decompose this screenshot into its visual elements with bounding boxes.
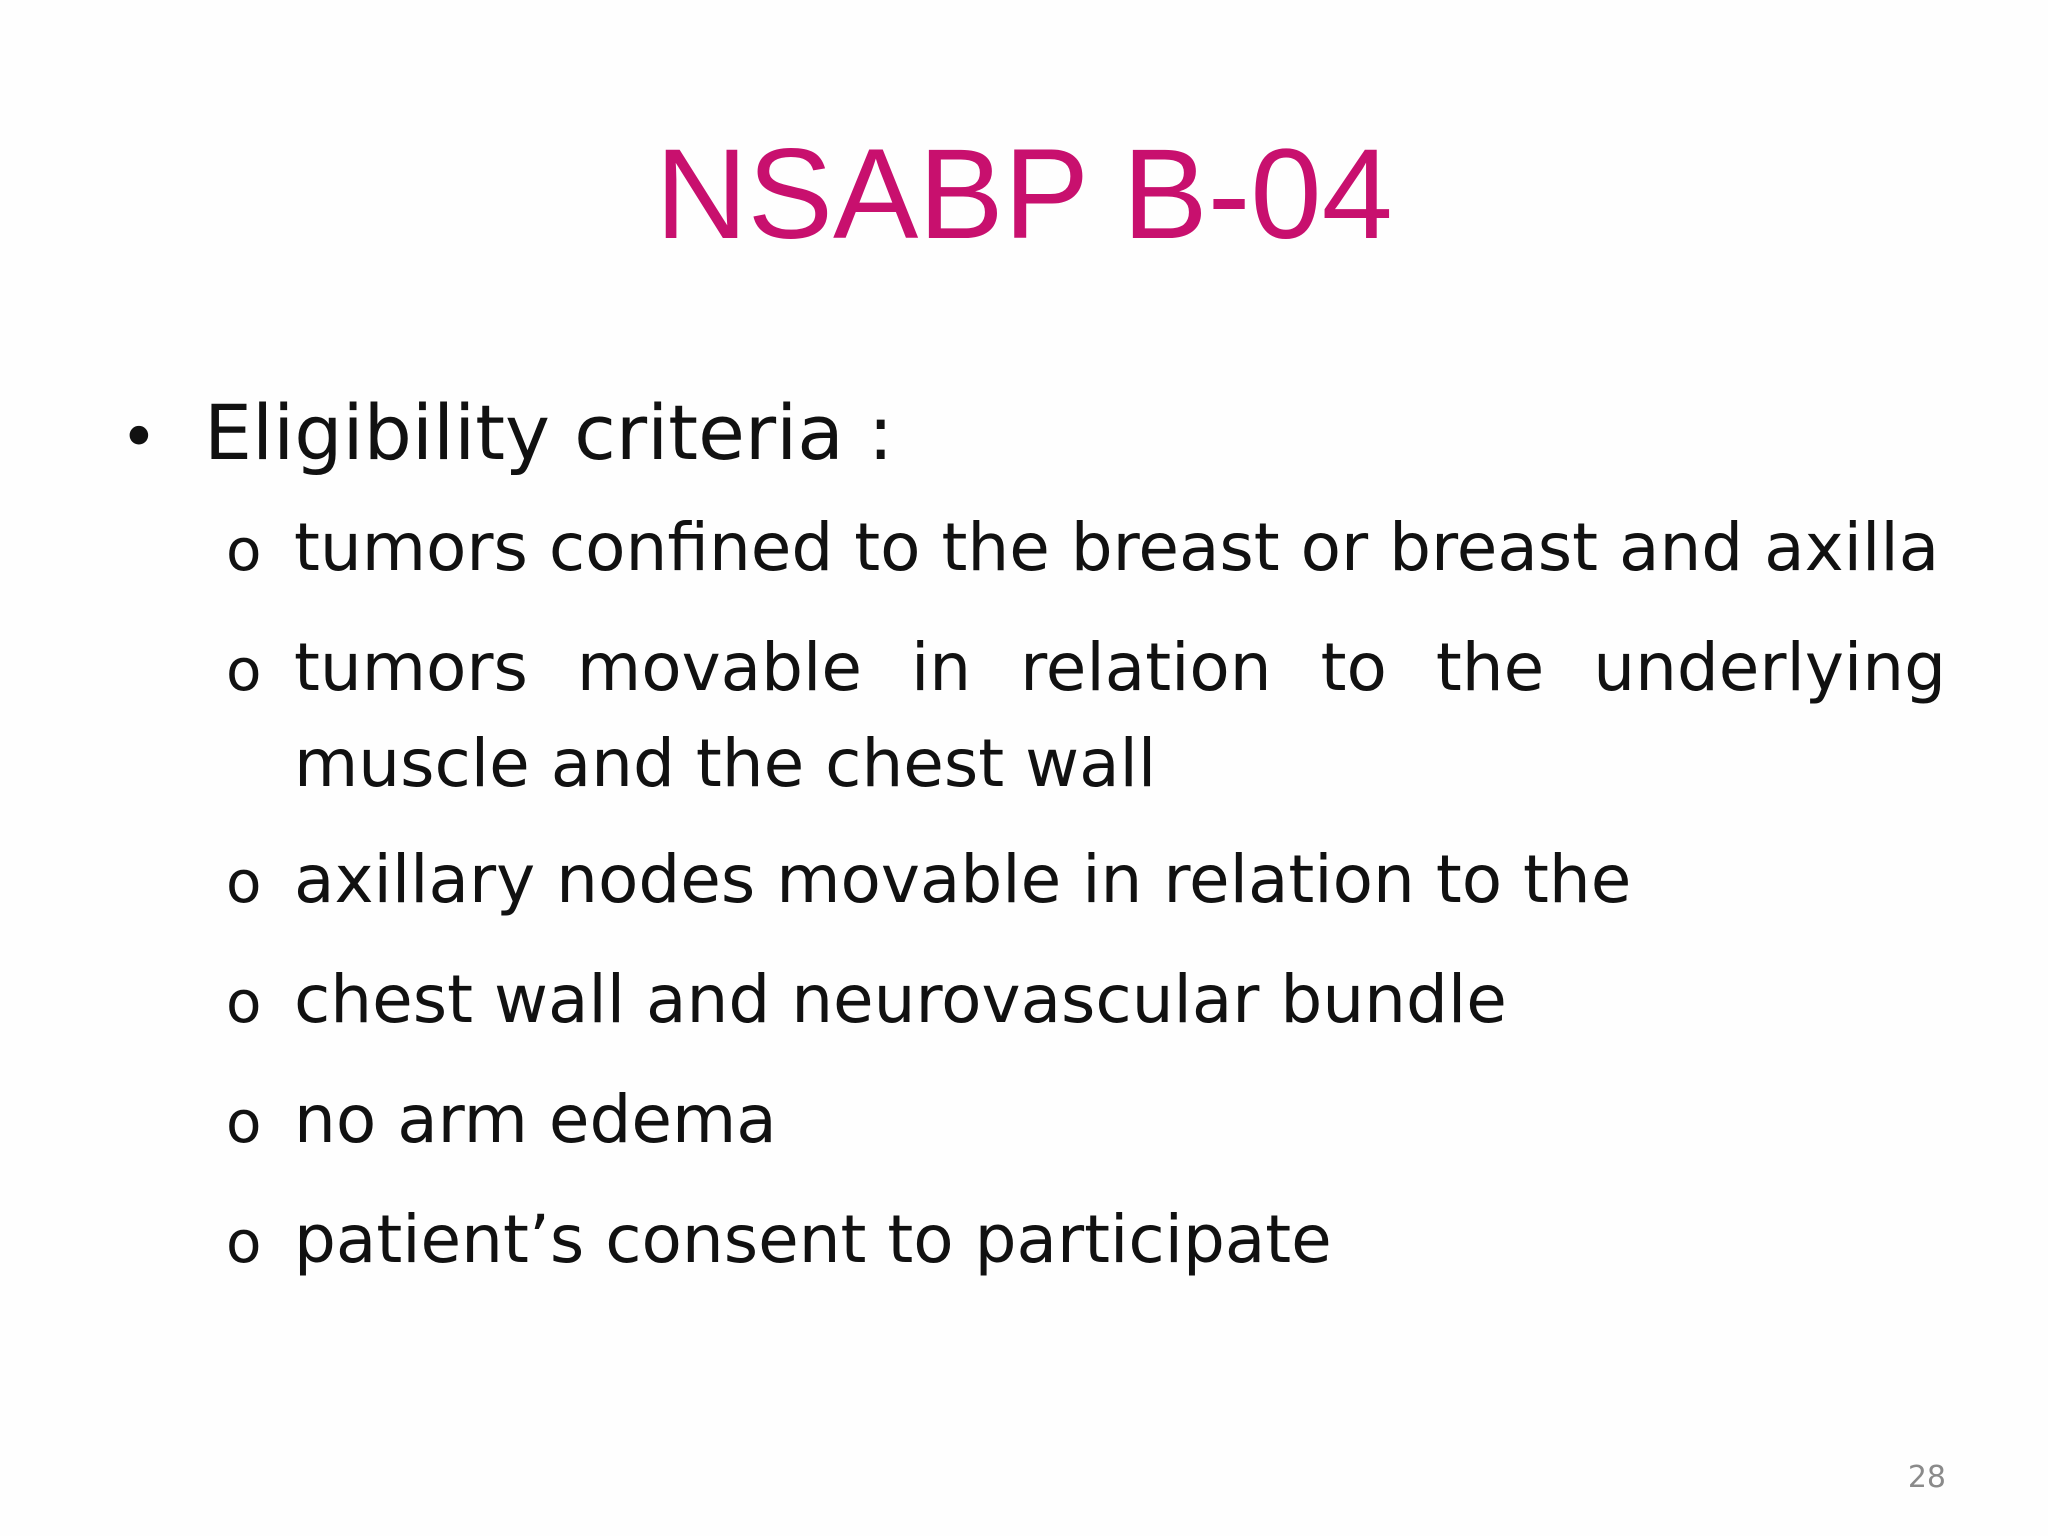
list-item-text: chest wall and neurovascular bundle [294,961,1507,1038]
list-item [226,1072,1946,1172]
circle-bullet-icon: o [226,848,262,916]
circle-bullet-icon: o [226,1088,262,1156]
slide-title: NSABP B-04 [655,123,1393,266]
list-item [226,620,1946,812]
list-item-text: no arm edema [294,1081,777,1158]
list-item-text: tumors movable in relation to the underlying muscle and the chest wall [294,629,1946,802]
page-number: 28 [1907,1460,1946,1495]
list-item-text: axillary nodes movable in relation to the [294,841,1632,918]
list-item [226,500,1946,600]
list-item [226,1192,1946,1292]
main-bullet [120,378,894,493]
main-bullet-text: Eligibility criteria : [204,388,894,477]
circle-bullet-icon: o [226,968,262,1036]
list-item [226,952,1946,1052]
bullet-dot-icon: • [120,401,158,475]
circle-bullet-icon: o [226,1208,262,1276]
eligibility-list [226,500,1946,1312]
list-item-text: patient’s consent to participate [294,1201,1332,1278]
list-item [226,832,1946,932]
circle-bullet-icon: o [226,516,262,584]
circle-bullet-icon: o [226,636,262,704]
list-item-text: tumors confined to the breast or breast and axilla [294,509,1940,586]
